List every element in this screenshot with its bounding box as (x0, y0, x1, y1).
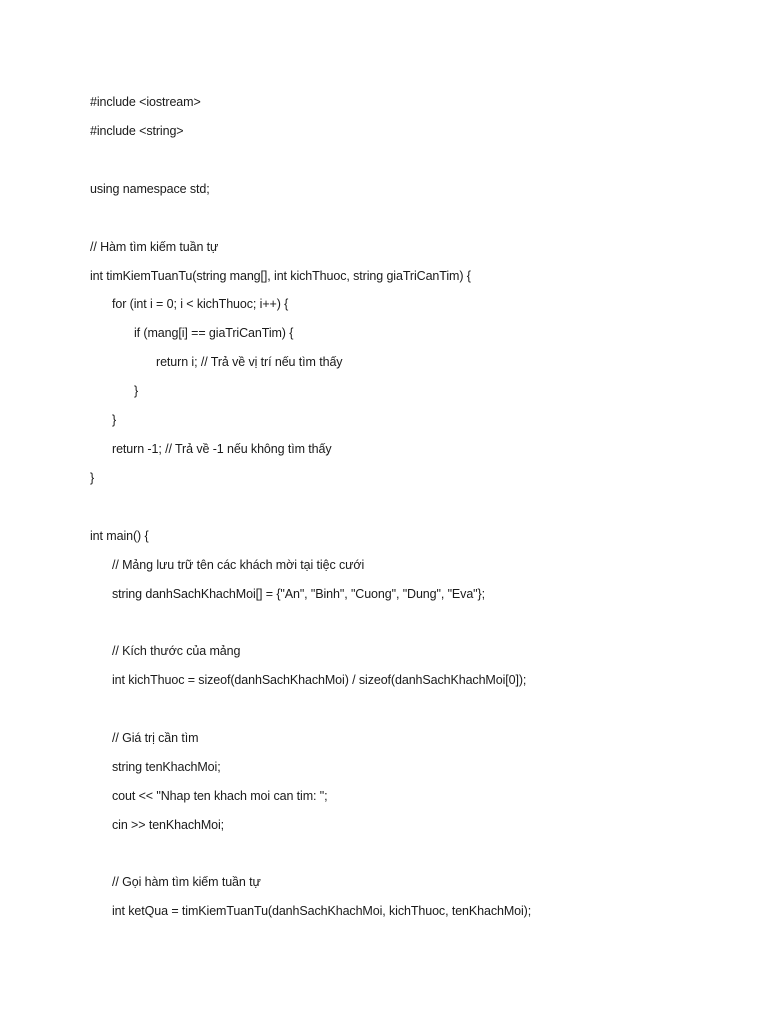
code-line-15: string danhSachKhachMoi[] = {"An", "Binh", "Cuong", "Dung", "Eva"}; (112, 587, 485, 601)
code-line-14: // Mảng lưu trữ tên các khách mời tại tiệc cưới (112, 558, 365, 572)
code-line-2: #include <string> (90, 124, 184, 138)
code-line-21: cin >> tenKhachMoi; (112, 818, 225, 832)
code-line-16: // Kích thước của mảng (112, 644, 241, 658)
code-line-9: } (134, 384, 139, 398)
code-line-3: using namespace std; (90, 182, 210, 196)
code-line-22: // Gọi hàm tìm kiếm tuần tự (112, 875, 261, 889)
code-line-10: } (112, 413, 117, 427)
code-line-7: if (mang[i] == giaTriCanTim) { (134, 326, 294, 340)
code-line-8: return i; // Trả về vị trí nếu tìm thấy (156, 355, 343, 369)
code-line-12: } (90, 471, 95, 485)
code-line-23: int ketQua = timKiemTuanTu(danhSachKhachMoi, kichThuoc, tenKhachMoi); (112, 904, 532, 918)
code-line-4: // Hàm tìm kiếm tuần tự (90, 240, 219, 254)
code-line-20: cout << "Nhap ten khach moi can tim: "; (112, 789, 328, 803)
code-line-18: // Giá trị cần tìm (112, 731, 199, 745)
code-line-6: for (int i = 0; i < kichThuoc; i++) { (112, 297, 289, 311)
code-line-11: return -1; // Trả về -1 nếu không tìm thấy (112, 442, 332, 456)
code-line-19: string tenKhachMoi; (112, 760, 221, 774)
code-line-5: int timKiemTuanTu(string mang[], int kichThuoc, string giaTriCanTim) { (90, 269, 471, 283)
code-line-1: #include <iostream> (90, 95, 201, 109)
code-line-17: int kichThuoc = sizeof(danhSachKhachMoi) / sizeof(danhSachKhachMoi[0]); (112, 673, 527, 687)
code-line-13: int main() { (90, 529, 149, 543)
